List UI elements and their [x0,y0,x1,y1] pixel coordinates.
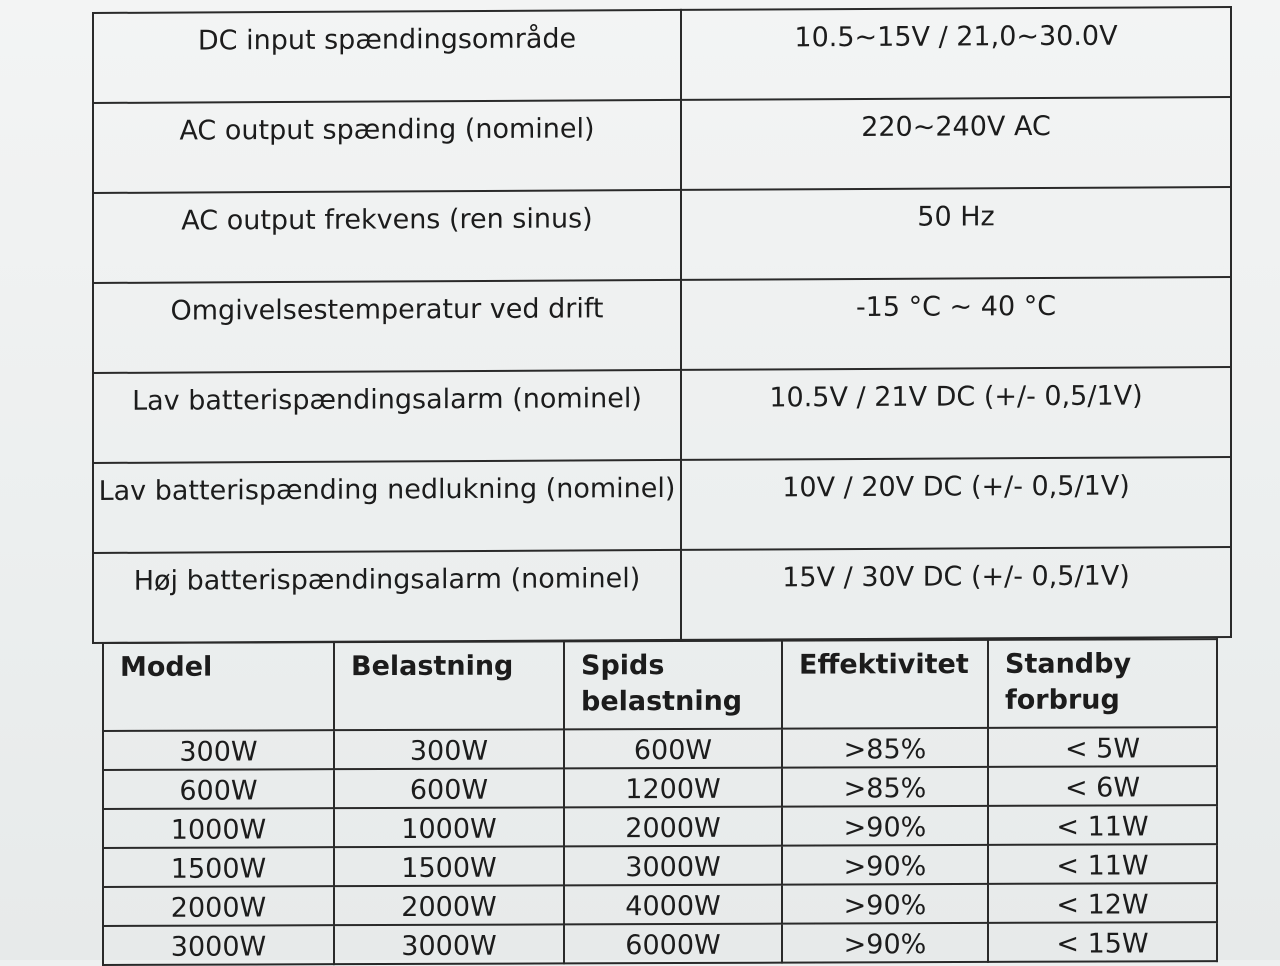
cell-standby: < 5W [988,727,1217,767]
table-row [103,805,1217,848]
spec-value: 10V / 20V DC (+/- 0,5/1V) [681,457,1231,550]
cell-model: 3000W [103,925,334,965]
cell-model: 1500W [103,847,334,887]
cell-load: 3000W [334,924,564,964]
cell-model: 2000W [103,886,334,926]
table-row [93,7,1231,103]
table-row [93,187,1231,283]
specifications-table [92,6,1232,644]
spec-value: 10.5~15V / 21,0~30.0V [681,7,1231,100]
cell-efficiency: >90% [782,884,988,924]
cell-efficiency: >85% [782,728,988,768]
spec-label: Lav batterispænding nedlukning (nominel) [93,460,681,553]
cell-peak-load: 600W [564,729,782,769]
spec-label: Lav batterispændingsalarm (nominel) [93,370,681,463]
cell-model: 1000W [103,808,334,848]
spec-value: 50 Hz [681,187,1231,280]
cell-load: 1500W [334,846,564,886]
cell-standby: < 12W [988,883,1217,923]
cell-efficiency: >90% [782,845,988,885]
table-row [93,97,1231,193]
table-row [93,547,1231,643]
cell-peak-load: 2000W [564,807,782,847]
table-row [93,277,1231,373]
spec-label: AC output spænding (nominel) [93,100,681,193]
cell-model: 600W [103,769,334,809]
model-table [102,638,1218,966]
cell-model: 300W [103,730,334,770]
spec-value: 15V / 30V DC (+/- 0,5/1V) [681,547,1231,640]
table-header-row [103,639,1217,731]
cell-efficiency: >85% [782,767,988,807]
table-row [93,457,1231,553]
cell-load: 2000W [334,885,564,925]
table-row [103,922,1217,965]
column-header-standby: Standby forbrug [988,639,1217,728]
spec-label: AC output frekvens (ren sinus) [93,190,681,283]
cell-standby: < 6W [988,766,1217,806]
spec-value: 220~240V AC [681,97,1231,190]
table-row [103,844,1217,887]
cell-standby: < 15W [988,922,1217,962]
cell-load: 600W [334,768,564,808]
cell-peak-load: 3000W [564,846,782,886]
cell-load: 1000W [334,807,564,847]
cell-efficiency: >90% [782,923,988,963]
column-header-peak-load: Spids belastning [564,641,782,730]
spec-label: Omgivelsestemperatur ved drift [93,280,681,373]
cell-standby: < 11W [988,805,1217,845]
spec-value: -15 °C ~ 40 °C [681,277,1231,370]
cell-peak-load: 4000W [564,885,782,925]
table-row [103,727,1217,770]
table-row [93,367,1231,463]
column-header-load: Belastning [334,641,564,730]
spec-label: DC input spændingsområde [93,10,681,103]
spec-value: 10.5V / 21V DC (+/- 0,5/1V) [681,367,1231,460]
cell-load: 300W [334,729,564,769]
cell-standby: < 11W [988,844,1217,884]
table-row [103,766,1217,809]
spec-label: Høj batterispændingsalarm (nominel) [93,550,681,643]
cell-peak-load: 6000W [564,924,782,964]
column-header-model: Model [103,642,334,731]
column-header-efficiency: Effektivitet [782,640,988,729]
table-row [103,883,1217,926]
cell-efficiency: >90% [782,806,988,846]
cell-peak-load: 1200W [564,768,782,808]
